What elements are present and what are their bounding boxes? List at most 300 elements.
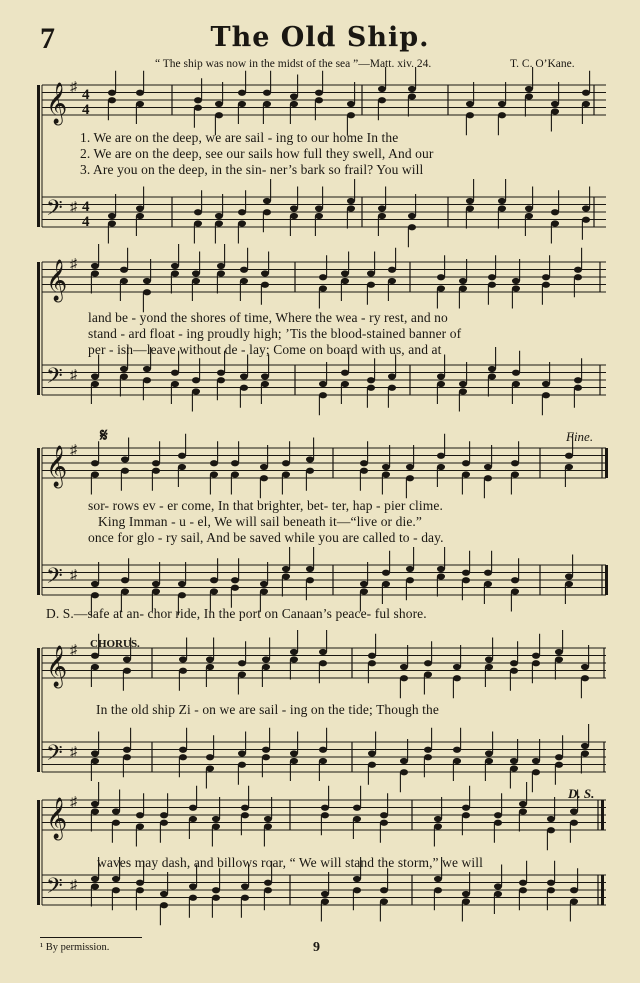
note-head: [171, 263, 179, 269]
key-signature-sharp: ♯: [70, 443, 77, 458]
note-head: [551, 108, 559, 114]
note-head: [488, 282, 496, 288]
note-head: [112, 887, 120, 893]
note-head: [380, 820, 388, 826]
note-head: [160, 812, 168, 818]
treble-clef: 𝄞: [46, 83, 68, 124]
note-head: [494, 812, 502, 818]
note-head: [459, 278, 467, 284]
note-head: [347, 101, 355, 107]
note-head: [319, 285, 327, 291]
note-head: [178, 453, 186, 459]
key-signature-sharp: ♯: [70, 878, 77, 893]
note-head: [368, 762, 376, 768]
note-head: [360, 588, 368, 594]
note-head: [262, 664, 270, 670]
note-head: [152, 468, 160, 474]
note-head: [290, 213, 298, 219]
note-head: [353, 816, 361, 822]
note-head: [525, 213, 533, 219]
note-head: [378, 205, 386, 211]
note-head: [488, 373, 496, 379]
note-head: [519, 880, 527, 886]
note-head: [570, 887, 578, 893]
note-head: [498, 112, 506, 118]
note-head: [152, 588, 160, 594]
note-head: [152, 460, 160, 466]
note-head: [91, 801, 99, 807]
note-head: [143, 289, 151, 295]
note-head: [382, 570, 390, 576]
note-head: [210, 460, 218, 466]
note-head: [189, 895, 197, 901]
bass-clef: 𝄢: [46, 364, 63, 394]
note-head: [424, 671, 432, 677]
note-head: [91, 460, 99, 466]
lyric-line-verse-2: King Imman - u - el, We will sail beneath it—“live or die.”: [98, 514, 422, 529]
note-head: [462, 577, 470, 583]
note-head: [400, 664, 408, 670]
note-head: [171, 270, 179, 276]
note-head: [91, 381, 99, 387]
note-head: [462, 570, 470, 576]
note-head: [215, 112, 223, 118]
note-head: [290, 649, 298, 655]
note-head: [238, 762, 246, 768]
note-head: [382, 471, 390, 477]
note-head: [400, 769, 408, 775]
note-head: [262, 754, 270, 760]
note-head: [215, 101, 223, 107]
note-head: [525, 86, 533, 92]
note-head: [319, 649, 327, 655]
note-head: [91, 653, 99, 659]
note-head: [160, 891, 168, 897]
note-head: [582, 101, 590, 107]
note-head: [263, 90, 271, 96]
note-head: [532, 769, 540, 775]
note-head: [542, 282, 550, 288]
note-head: [108, 220, 116, 226]
final-barline: [601, 875, 604, 905]
note-head: [263, 198, 271, 204]
epigraph: “ The ship was now in the midst of the sea ”—Matt. xiv. 24.: [155, 58, 432, 70]
lyric-line-verse-2: stand - ard float - ing proudly high; ’Tis the blood-stained banner of: [88, 326, 462, 341]
note-head: [547, 887, 555, 893]
key-signature-sharp: ♯: [70, 795, 77, 810]
note-head: [574, 377, 582, 383]
note-head: [231, 471, 239, 477]
note-head: [494, 883, 502, 889]
note-head: [484, 475, 492, 481]
note-head: [194, 105, 202, 111]
note-head: [112, 876, 120, 882]
note-head: [462, 471, 470, 477]
note-head: [215, 220, 223, 226]
note-head: [437, 453, 445, 459]
note-head: [367, 377, 375, 383]
note-head: [581, 675, 589, 681]
lyric-line-verse-3: 3. Are you on the deep, in the sin- ner’s bark so frail? You will: [80, 162, 424, 177]
system-bracket: [37, 262, 40, 395]
note-head: [434, 876, 442, 882]
note-head: [380, 898, 388, 904]
note-head: [360, 468, 368, 474]
note-head: [434, 816, 442, 822]
note-head: [367, 270, 375, 276]
note-head: [319, 660, 327, 666]
note-head: [315, 213, 323, 219]
note-head: [565, 581, 573, 587]
note-head: [136, 887, 144, 893]
note-head: [240, 267, 248, 273]
note-head: [282, 471, 290, 477]
note-head: [290, 101, 298, 107]
note-head: [290, 758, 298, 764]
time-signature: 4: [82, 102, 90, 118]
note-head: [241, 895, 249, 901]
note-head: [210, 588, 218, 594]
note-head: [261, 282, 269, 288]
note-head: [91, 758, 99, 764]
segno-sign: 𝄋: [100, 425, 108, 445]
note-head: [290, 656, 298, 662]
note-head: [424, 747, 432, 753]
note-head: [217, 263, 225, 269]
note-head: [264, 880, 272, 886]
note-head: [178, 464, 186, 470]
bass-clef: 𝄢: [46, 564, 63, 594]
note-head: [120, 278, 128, 284]
note-head: [437, 464, 445, 470]
note-head: [519, 887, 527, 893]
note-head: [408, 86, 416, 92]
final-barline: [605, 448, 608, 478]
note-head: [319, 274, 327, 280]
note-head: [368, 653, 376, 659]
lyric-line-verse-1: sor- rows ev - er come, In that brighter, bet- ter, hap - pier clime.: [88, 498, 443, 513]
note-head: [353, 805, 361, 811]
note-head: [485, 750, 493, 756]
note-head: [512, 285, 520, 291]
lyric-line-verse-3: once for glo - ry sail, And be saved while you are called to - day.: [88, 530, 444, 545]
note-head: [532, 758, 540, 764]
note-head: [210, 471, 218, 477]
note-head: [459, 388, 467, 394]
note-head: [547, 816, 555, 822]
note-head: [551, 101, 559, 107]
note-head: [466, 198, 474, 204]
note-head: [306, 577, 314, 583]
note-head: [194, 209, 202, 215]
note-head: [306, 566, 314, 572]
note-head: [206, 754, 214, 760]
note-head: [231, 577, 239, 583]
note-head: [306, 456, 314, 462]
note-head: [437, 285, 445, 291]
note-head: [484, 581, 492, 587]
note-head: [466, 112, 474, 118]
note-head: [212, 823, 220, 829]
note-head: [462, 898, 470, 904]
note-head: [484, 570, 492, 576]
note-head: [519, 801, 527, 807]
note-head: [347, 205, 355, 211]
note-head: [406, 566, 414, 572]
note-head: [290, 205, 298, 211]
note-head: [215, 213, 223, 219]
note-head: [453, 675, 461, 681]
note-head: [488, 366, 496, 372]
note-head: [353, 887, 361, 893]
note-head: [240, 373, 248, 379]
lyric-line-verse-1: 1. We are on the deep, we are sail - ing to our home In the: [80, 130, 399, 145]
treble-clef: 𝄞: [46, 646, 68, 687]
note-head: [194, 97, 202, 103]
note-head: [319, 392, 327, 398]
note-head: [217, 377, 225, 383]
note-head: [238, 209, 246, 215]
note-head: [360, 581, 368, 587]
lyric-line-chorus: waves may dash, and billows roar, “ We will stand the storm,” we will: [97, 855, 483, 870]
note-head: [261, 270, 269, 276]
note-head: [241, 812, 249, 818]
note-head: [264, 887, 272, 893]
note-head: [282, 573, 290, 579]
note-head: [555, 754, 563, 760]
note-head: [498, 205, 506, 211]
note-head: [565, 453, 573, 459]
note-head: [143, 377, 151, 383]
note-head: [582, 205, 590, 211]
note-head: [570, 898, 578, 904]
note-head: [485, 664, 493, 670]
note-head: [260, 475, 268, 481]
note-head: [91, 883, 99, 889]
note-head: [123, 747, 131, 753]
note-head: [498, 198, 506, 204]
note-head: [459, 381, 467, 387]
note-head: [143, 366, 151, 372]
note-head: [582, 90, 590, 96]
hymn-number: 7: [40, 22, 55, 55]
note-head: [462, 460, 470, 466]
note-head: [290, 750, 298, 756]
note-head: [238, 90, 246, 96]
note-head: [437, 573, 445, 579]
note-head: [108, 90, 116, 96]
note-head: [91, 263, 99, 269]
hymn-title: The Old Ship.: [210, 22, 430, 53]
note-head: [192, 278, 200, 284]
note-head: [565, 464, 573, 470]
note-head: [494, 891, 502, 897]
final-barline: [601, 800, 604, 830]
page-number: 9: [313, 940, 320, 955]
note-head: [462, 812, 470, 818]
note-head: [484, 464, 492, 470]
note-head: [231, 585, 239, 591]
treble-clef: 𝄞: [46, 446, 68, 487]
note-head: [511, 471, 519, 477]
note-head: [488, 274, 496, 280]
footnote: ¹ By permission.: [40, 942, 110, 953]
note-head: [160, 820, 168, 826]
note-head: [321, 805, 329, 811]
note-head: [525, 93, 533, 99]
note-head: [437, 566, 445, 572]
note-head: [123, 754, 131, 760]
note-head: [408, 213, 416, 219]
note-head: [123, 656, 131, 662]
note-head: [511, 577, 519, 583]
note-head: [341, 278, 349, 284]
note-head: [510, 758, 518, 764]
note-head: [388, 373, 396, 379]
system-bracket: [37, 800, 40, 905]
note-head: [551, 209, 559, 215]
note-head: [206, 664, 214, 670]
note-head: [434, 823, 442, 829]
note-head: [485, 758, 493, 764]
note-head: [581, 664, 589, 670]
note-head: [341, 381, 349, 387]
note-head: [510, 765, 518, 771]
note-head: [160, 902, 168, 908]
key-signature-sharp: ♯: [70, 80, 77, 95]
note-head: [510, 668, 518, 674]
note-head: [581, 743, 589, 749]
note-head: [424, 660, 432, 666]
note-head: [108, 213, 116, 219]
note-head: [367, 282, 375, 288]
note-head: [380, 812, 388, 818]
note-head: [408, 224, 416, 230]
note-head: [400, 675, 408, 681]
note-head: [136, 812, 144, 818]
note-head: [462, 805, 470, 811]
chorus-label: CHORUS.: [90, 638, 140, 650]
note-head: [466, 101, 474, 107]
key-signature-sharp: ♯: [70, 368, 77, 383]
note-head: [136, 90, 144, 96]
fine-mark: Fine.: [566, 429, 594, 444]
composer-credit: T. C. O’Kane.: [510, 58, 575, 70]
note-head: [91, 876, 99, 882]
note-head: [206, 765, 214, 771]
note-head: [485, 656, 493, 662]
key-signature-sharp: ♯: [70, 568, 77, 583]
note-head: [532, 660, 540, 666]
treble-clef: 𝄞: [46, 260, 68, 301]
note-head: [264, 816, 272, 822]
time-signature: 4: [82, 214, 90, 230]
note-head: [212, 816, 220, 822]
note-head: [189, 816, 197, 822]
note-head: [91, 664, 99, 670]
note-head: [120, 366, 128, 372]
note-head: [382, 581, 390, 587]
ds-lyric-line: D. S.—safe at an- chor ride, In the port on Canaan’s peace- ful shore.: [46, 606, 427, 621]
note-head: [91, 581, 99, 587]
note-head: [171, 370, 179, 376]
note-head: [347, 112, 355, 118]
note-head: [263, 209, 271, 215]
note-head: [378, 97, 386, 103]
note-head: [217, 270, 225, 276]
note-head: [341, 370, 349, 376]
note-head: [121, 577, 129, 583]
note-head: [406, 475, 414, 481]
lyric-line-verse-1: land be - yond the shores of time, Where the wea - ry rest, and no: [88, 310, 448, 325]
note-head: [519, 808, 527, 814]
key-signature-sharp: ♯: [70, 257, 77, 272]
note-head: [136, 213, 144, 219]
note-head: [466, 205, 474, 211]
note-head: [581, 750, 589, 756]
treble-clef: 𝄞: [46, 798, 68, 839]
note-head: [400, 758, 408, 764]
note-head: [91, 270, 99, 276]
note-head: [238, 671, 246, 677]
note-head: [437, 381, 445, 387]
note-head: [112, 820, 120, 826]
note-head: [459, 285, 467, 291]
note-head: [368, 660, 376, 666]
final-barline: [605, 565, 608, 595]
note-head: [542, 392, 550, 398]
note-head: [512, 278, 520, 284]
note-head: [551, 220, 559, 226]
note-head: [570, 820, 578, 826]
footnote-rule: [40, 937, 142, 938]
note-head: [510, 660, 518, 666]
note-head: [565, 573, 573, 579]
note-head: [380, 887, 388, 893]
note-head: [347, 198, 355, 204]
note-head: [171, 381, 179, 387]
note-head: [512, 381, 520, 387]
note-head: [238, 220, 246, 226]
note-head: [574, 267, 582, 273]
note-head: [367, 385, 375, 391]
note-head: [121, 588, 129, 594]
note-head: [315, 97, 323, 103]
note-head: [240, 385, 248, 391]
note-head: [341, 270, 349, 276]
note-head: [91, 373, 99, 379]
note-head: [263, 101, 271, 107]
note-head: [360, 460, 368, 466]
note-head: [210, 577, 218, 583]
note-head: [437, 274, 445, 280]
note-head: [192, 270, 200, 276]
note-head: [136, 205, 144, 211]
note-head: [434, 887, 442, 893]
note-head: [388, 385, 396, 391]
note-head: [240, 278, 248, 284]
note-head: [212, 887, 220, 893]
note-head: [511, 588, 519, 594]
note-head: [453, 747, 461, 753]
note-head: [555, 649, 563, 655]
note-head: [353, 876, 361, 882]
note-head: [136, 823, 144, 829]
note-head: [123, 668, 131, 674]
note-head: [241, 805, 249, 811]
note-head: [260, 581, 268, 587]
bass-clef: 𝄢: [46, 196, 63, 226]
